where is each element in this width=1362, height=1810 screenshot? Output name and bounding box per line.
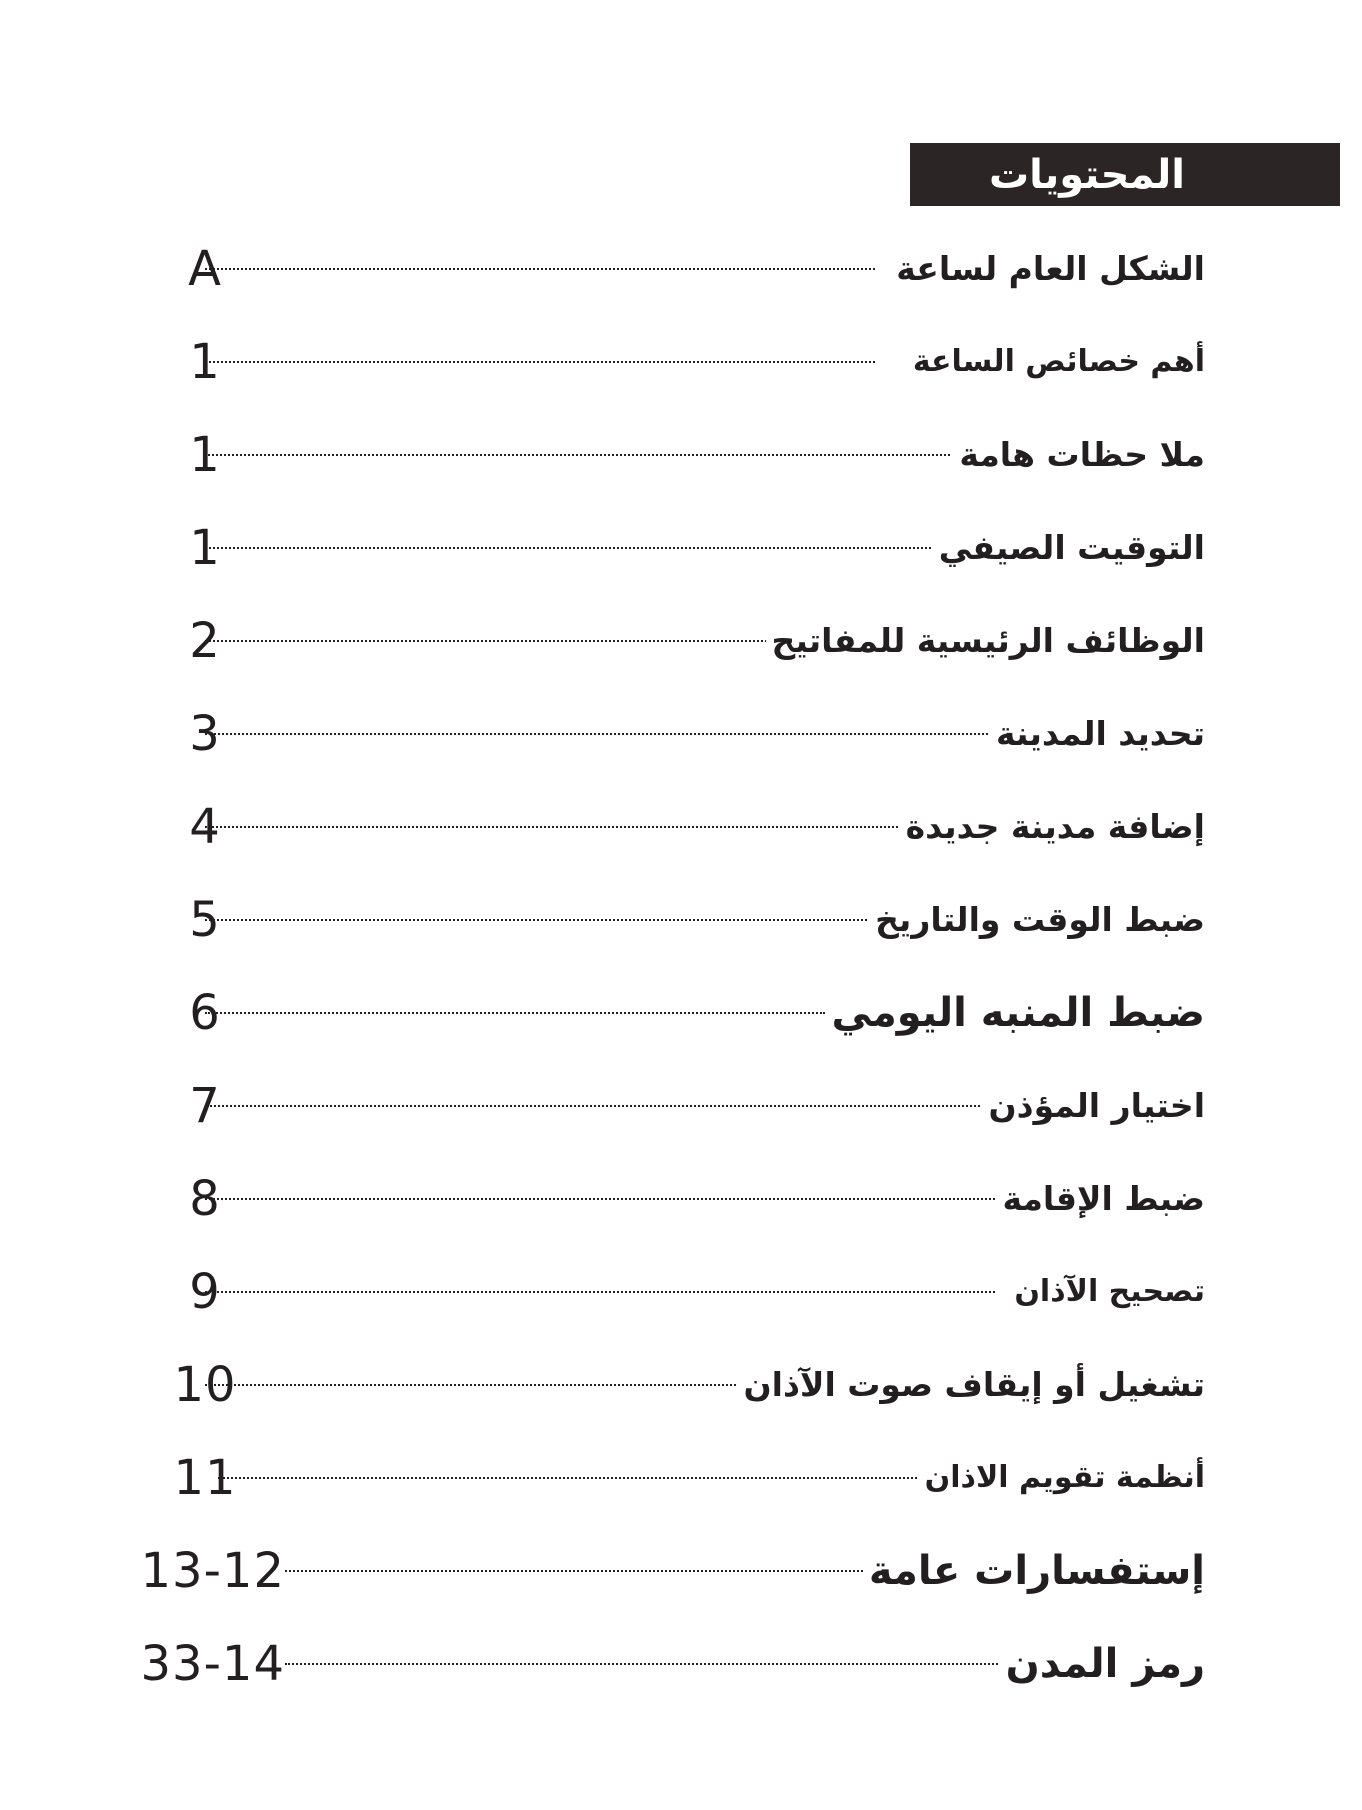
toc-entry[interactable] xyxy=(130,1245,1205,1338)
toc-entry[interactable] xyxy=(130,594,1205,687)
toc-entry[interactable] xyxy=(130,1431,1205,1524)
toc-dot-leader xyxy=(205,1105,980,1107)
toc-page-number: 9 xyxy=(189,1263,221,1320)
toc-entry[interactable] xyxy=(130,1152,1205,1245)
toc-entry-title: إستفسارات عامة xyxy=(863,1524,1205,1617)
toc-dot-leader xyxy=(285,1570,895,1572)
toc-page-number: 3 xyxy=(189,705,221,762)
toc-entry-title: إضافة مدينة جديدة xyxy=(900,780,1205,873)
toc-entry[interactable] xyxy=(130,1338,1205,1431)
toc-dot-leader xyxy=(205,1012,825,1014)
toc-dot-leader xyxy=(205,919,875,921)
toc-entry[interactable] xyxy=(130,780,1205,873)
toc-entry-title: ضبط الإقامة xyxy=(996,1152,1205,1245)
toc-dot-leader xyxy=(205,640,795,642)
toc-entry[interactable] xyxy=(130,966,1205,1059)
toc-entry-title: تصحيح الآذان xyxy=(1008,1245,1205,1338)
toc-entry-title: الشكل العام لساعة xyxy=(890,222,1205,315)
toc-entry-title: ملا حظات هامة xyxy=(953,408,1205,501)
toc-dot-leader xyxy=(205,454,950,456)
toc-page-number: 1 xyxy=(189,333,221,390)
toc-page-number: 1 xyxy=(189,426,221,483)
page-title: المحتويات xyxy=(988,151,1185,198)
table-of-contents xyxy=(130,222,1205,1710)
toc-entry-title: التوقيت الصيفي xyxy=(933,501,1205,594)
toc-page-number: A xyxy=(188,240,222,297)
toc-entry[interactable] xyxy=(130,687,1205,780)
toc-entry[interactable] xyxy=(130,1617,1205,1710)
toc-page-number: 7 xyxy=(189,1077,221,1134)
toc-page-number: 33-14 xyxy=(140,1635,285,1692)
toc-page-number: 11 xyxy=(173,1449,237,1506)
toc-page-number: 4 xyxy=(189,798,221,855)
toc-entry[interactable] xyxy=(130,408,1205,501)
toc-page-number: 6 xyxy=(189,984,221,1041)
toc-page-number: 5 xyxy=(189,891,221,948)
toc-entry[interactable] xyxy=(130,1059,1205,1152)
toc-dot-leader xyxy=(205,1291,995,1293)
toc-entry-title: تشغيل أو إيقاف صوت الآذان xyxy=(737,1338,1205,1431)
toc-entry-title: ضبط الوقت والتاريخ xyxy=(869,873,1205,966)
toc-entry[interactable] xyxy=(130,1524,1205,1617)
toc-page-number: 8 xyxy=(189,1170,221,1227)
toc-dot-leader xyxy=(205,1198,1015,1200)
toc-entry-title: اختيار المؤذن xyxy=(982,1059,1205,1152)
toc-dot-leader xyxy=(205,361,875,363)
toc-entry-title: أنظمة تقويم الاذان xyxy=(919,1431,1205,1524)
toc-entry[interactable] xyxy=(130,222,1205,315)
toc-page-number: 1 xyxy=(189,519,221,576)
toc-page-number: 10 xyxy=(173,1356,237,1413)
toc-entry-title: ضبط المنبه اليومي xyxy=(826,966,1206,1059)
toc-entry-title: رمز المدن xyxy=(1000,1617,1205,1710)
toc-dot-leader xyxy=(218,1477,925,1479)
toc-entry[interactable] xyxy=(130,501,1205,594)
toc-entry[interactable] xyxy=(130,873,1205,966)
toc-dot-leader xyxy=(205,547,935,549)
contents-title-bar xyxy=(910,143,1340,206)
toc-dot-leader xyxy=(285,1663,1005,1665)
toc-dot-leader xyxy=(205,268,875,270)
toc-dot-leader xyxy=(205,826,925,828)
toc-entry[interactable] xyxy=(130,315,1205,408)
toc-dot-leader xyxy=(205,1384,780,1386)
toc-page-number: 2 xyxy=(189,612,221,669)
toc-dot-leader xyxy=(205,733,1000,735)
toc-entry-title: أهم خصائص الساعة xyxy=(907,315,1205,408)
toc-entry-title: تحديد المدينة xyxy=(990,687,1205,780)
toc-entry-title: الوظائف الرئيسية للمفاتيح xyxy=(766,594,1205,687)
toc-page-number: 13-12 xyxy=(140,1542,285,1599)
